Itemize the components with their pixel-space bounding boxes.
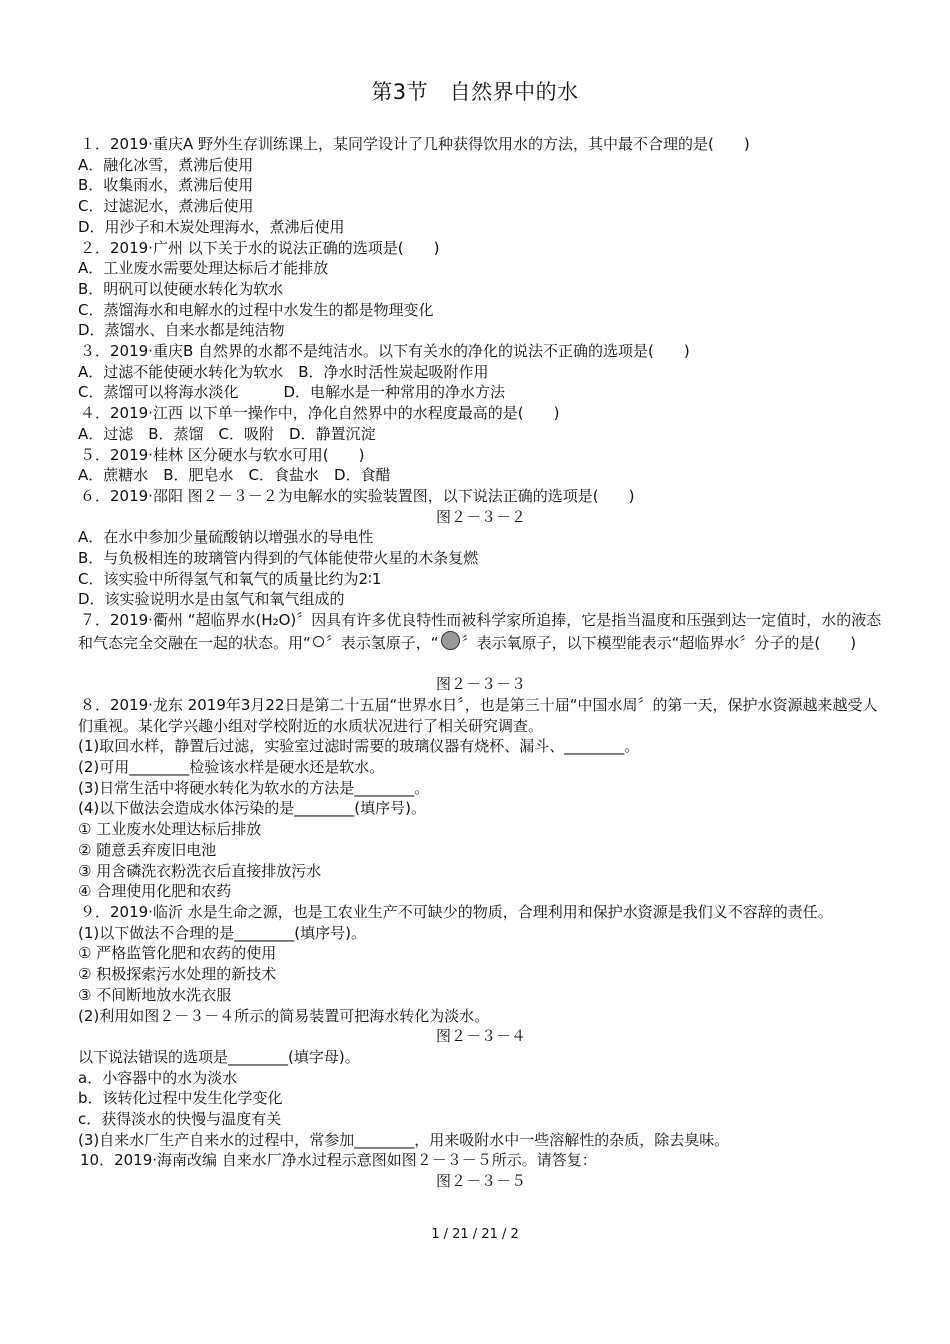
q1-option-b: B．收集雨水，煮沸后使用 <box>78 176 254 195</box>
question-5: ５．2019·桂林 区分硬水与软水可用( ) <box>80 445 365 464</box>
page-footer: 1 / 21 / 21 / 2 <box>431 1227 519 1242</box>
q1-option-a: A．融化冰雪，煮沸后使用 <box>78 155 254 174</box>
figure-caption-2-3-2: 图２－３－２ <box>435 507 526 526</box>
q7-text-3: 〞表示氧原子，以下模型能表示“超临界水〞分子的是( ) <box>461 633 857 652</box>
question-10: 10．2019·海南改编 自来水厂净水过程示意图如图２－３－５所示。请答复： <box>80 1151 597 1170</box>
q9-choice-3: ③ 不间断地放水洗衣服 <box>78 985 232 1004</box>
q8-line-1: (1)取回水样，静置后过滤，实验室过滤时需要的玻璃仪器有烧杯、漏斗、________。 <box>78 737 640 756</box>
q9-choice-1: ① 严格监管化肥和农药的使用 <box>78 944 277 963</box>
question-4: ４．2019·江西 以下单一操作中，净化自然界中的水程度最高的是( ) <box>80 404 560 423</box>
q9-line-1: (1)以下做法不合理的是________(填序号)。 <box>78 923 366 942</box>
q7-text-2: 〞表示氢原子，“ <box>325 633 439 652</box>
q2-option-b: B．明矾可以使硬水转化为软水 <box>78 279 284 298</box>
q6-option-c: C．该实验中所得氢气和氧气的质量比约为2∶1 <box>78 569 382 588</box>
q9-line-2: (2)利用如图２－３－４所示的简易装置可把海水转化为淡水。 <box>78 1006 490 1025</box>
q9-line-3: 以下说法错误的选项是________(填字母)。 <box>78 1047 360 1066</box>
q2-option-d: D．蒸馏水、自来水都是纯洁物 <box>78 321 285 340</box>
question-2: ２．2019·广州 以下关于水的说法正确的选项是( ) <box>80 238 440 257</box>
question-3: ３．2019·重庆B 自然界的水都不是纯洁水。以下有关水的净化的说法不正确的选项是( ) <box>80 342 690 361</box>
q8-line-3: (3)日常生活中将硬水转化为软水的方法是________。 <box>78 778 430 797</box>
q8-line-4: (4)以下做法会造成水体污染的是________(填序号)。 <box>78 799 426 818</box>
q8-choice-2: ② 随意丢弃废旧电池 <box>78 840 217 859</box>
q2-option-a: A．工业废水需要处理达标后才能排放 <box>78 259 329 278</box>
question-7 <box>78 610 884 653</box>
q6-option-a: A．在水中参加少量硫酸钠以增强水的导电性 <box>78 528 374 547</box>
q1-option-c: C．过滤泥水，煮沸后使用 <box>78 197 254 216</box>
q9-line-4: (3)自来水厂生产自来水的过程中，常参加________，用来吸附水中一些溶解性的杂质，除去臭味。 <box>78 1130 730 1149</box>
q4-options: A．过滤 B．蒸馏 C．吸附 D．静置沉淀 <box>78 424 376 443</box>
q8-choice-3: ③ 用含磷洗衣粉洗衣后直接排放污水 <box>78 861 322 880</box>
q9-option-a: a．小容器中的水为淡水 <box>78 1068 238 1087</box>
q9-option-b: b．该转化过程中发生化学变化 <box>78 1089 283 1108</box>
q8-choice-4: ④ 合理使用化肥和农药 <box>78 882 232 901</box>
q5-options: A．蔗糖水 B．肥皂水 C．食盐水 D．食醋 <box>78 466 391 485</box>
document-body <box>78 134 884 1192</box>
q6-option-b: B．与负极相连的玻璃管内得到的气体能使带火星的木条复燃 <box>78 549 479 568</box>
q3-options-ab: A．过滤不能使硬水转化为软水 B．净水时活性炭起吸附作用 <box>78 362 489 381</box>
question-9: ９．2019·临沂 水是生命之源，也是工农业生产不可缺少的物质，合理利用和保护水资源是我们义不容辞的责任。 <box>80 903 833 921</box>
question-1: １．2019·重庆A 野外生存训练课上，某同学设计了几种获得饮用水的方法，其中最不合理的是( ) <box>80 135 750 153</box>
question-6: ６．2019·邵阳 图２－３－２为电解水的实验装置图，以下说法正确的选项是( ) <box>80 486 635 505</box>
q3-options-cd: C．蒸馏可以将海水淡化 D．电解水是一种常用的净水方法 <box>78 383 506 402</box>
figure-caption-2-3-5: 图２－３－５ <box>435 1172 526 1191</box>
q6-option-d: D．该实验说明水是由氢气和氧气组成的 <box>78 590 345 609</box>
q2-option-c: C．蒸馏海水和电解水的过程中水发生的都是物理变化 <box>78 300 434 319</box>
question-8: ８．2019·龙东 2019年3月22日是第二十五届“世界水日〞，也是第三十届“中国水周〞的第一天，保护水资源越来越受人们重视。某化学兴趣小组对学校附近的水质状况进行了相关研究调查。 <box>78 695 878 735</box>
oxygen-atom-icon <box>441 631 460 650</box>
q1-option-d: D．用沙子和木炭处理海水，煮沸后使用 <box>78 217 345 236</box>
figure-caption-2-3-3: 图２－３－３ <box>435 675 526 694</box>
q9-option-c: c．获得淡水的快慢与温度有关 <box>78 1110 282 1129</box>
page-title: 第3节 自然界中的水 <box>371 80 579 104</box>
q8-choice-1: ① 工业废水处理达标后排放 <box>78 820 262 839</box>
figure-caption-2-3-4: 图２－３－４ <box>435 1027 526 1046</box>
q7-text-1: ７．2019·衢州 “超临界水(H₂O)〞因具有许多优良特性而被科学家所追捧，它是指当温度和压强到达一定值时，水的液态和气态完全交融在一起的状态。用“ <box>78 611 882 652</box>
q9-choice-2: ② 积极探索污水处理的新技术 <box>78 965 277 984</box>
q8-line-2: (2)可用________检验该水样是硬水还是软水。 <box>78 758 385 777</box>
hydrogen-atom-icon <box>313 636 324 647</box>
